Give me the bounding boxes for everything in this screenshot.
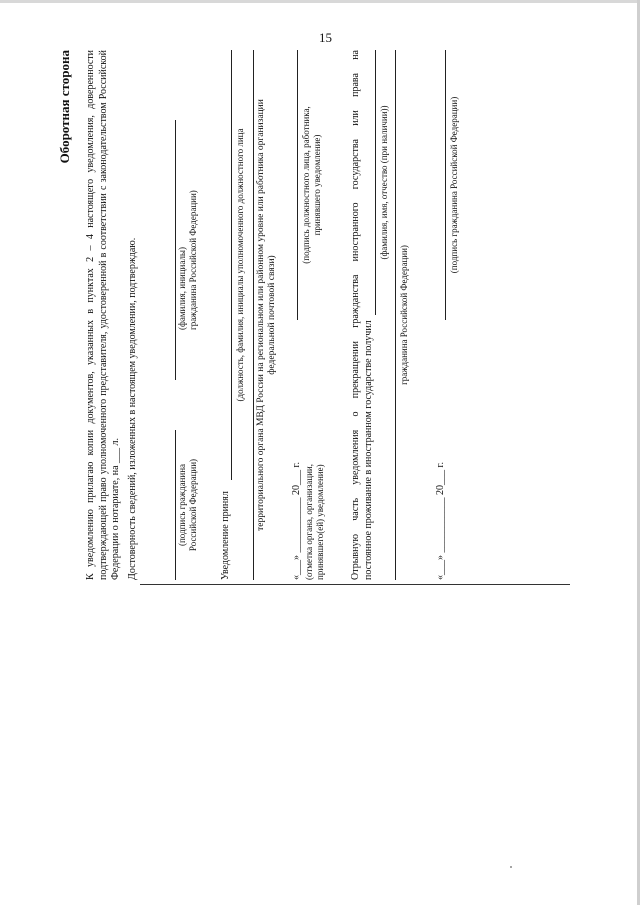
organization-mark-caption: (отметка органа, организации, [304,464,314,580]
form-heading: Оборотная сторона [57,50,72,164]
citizen-signature-caption: Российской Федерации) [188,458,198,552]
page-edge [0,0,640,3]
citizen-name-caption: гражданина Российской Федерации) [188,190,198,330]
citizen-signature-caption: (подпись гражданина [177,463,187,547]
tear-off-signature-caption: (подпись гражданина Российской Федерации) [449,96,459,274]
official-position-caption: (должность, фамилия, инициалы уполномоченного должностного лица [235,128,245,402]
recipient-name-line [375,50,376,315]
tear-off-text: постоянное проживание в иностранном государстве получил [363,320,374,580]
recipient-fio-caption: (фамилия, имя, отчество (при наличии)) [379,105,389,260]
intro-paragraph: К уведомлению прилагаю копии документов, указанных в пунктах 2 – 4 настоящего уведомления, доверенности подтверждающей право уполномоченного представителя, удостоверенной в соответствии с законодательством Российской Федерации о нотариате, на ___ л. [85,50,121,580]
received-label: Уведомление принял [220,491,231,580]
official-org-caption: территориального органа МВД России на региональном или районном уровне или работника организации [256,99,266,531]
received-date-line: «___» ___________ 20___ г. [291,462,302,580]
tear-off-signature-line [445,50,446,320]
scan-speck [510,866,512,868]
citizen-name-caption: (фамилия, инициалы) [177,247,187,330]
recipient-citizen-caption: гражданина Российской Федерации) [399,245,409,385]
official-org-caption: федеральной почтовой связи) [267,255,277,375]
organization-mark-caption: принявшего(ей) уведомление) [315,464,325,580]
recipient-full-line [395,50,396,580]
citizen-signature-line [175,430,176,580]
tear-off-date-line: «___» ___________ 20___ г. [435,462,446,580]
official-org-line [253,50,254,580]
official-signature-line [297,50,298,320]
form-margin-rule [140,584,570,585]
confirmation-text: Достоверность сведений, изложенных в настоящем уведомлении, подтверждаю. [127,237,138,580]
rotated-form [45,50,520,580]
received-official-line [231,50,232,480]
citizen-name-line [175,120,176,380]
tear-off-text: Отрывную часть уведомления о прекращении гражданства иностранного государства или права на [350,50,361,580]
official-signature-caption: (подпись должностного лица, работника, [301,106,311,264]
official-signature-caption: принявшего уведомление) [312,134,322,236]
page-number: 15 [319,30,332,45]
